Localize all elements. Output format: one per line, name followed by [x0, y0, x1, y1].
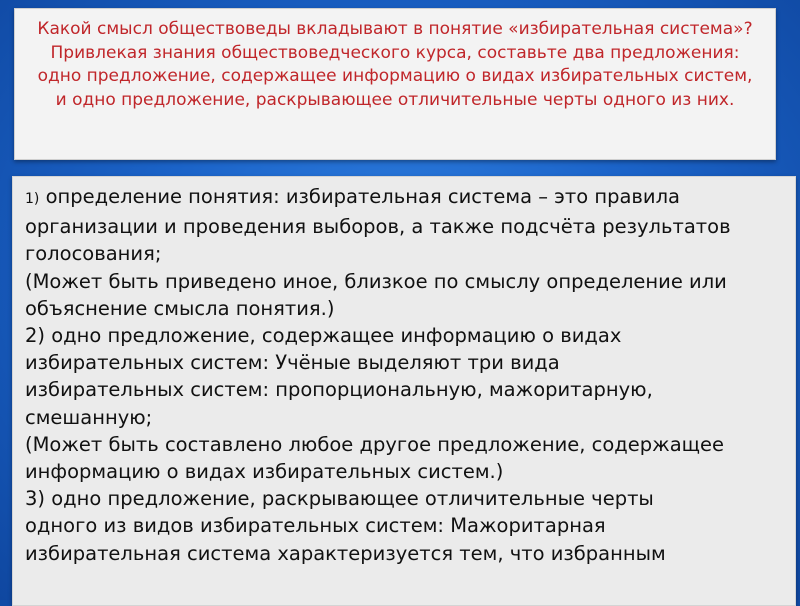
answer-line: 2) одно предложение, содержащее информацию о видах	[25, 324, 622, 348]
answer-line	[25, 183, 785, 213]
answer-line: избирательная система характеризуется тем, что избранным	[25, 541, 666, 565]
item-number: 1)	[25, 191, 40, 207]
question-text: Какой смысл обществоведы вкладывают в понятие «избирательная система»? Привлекая знания обществоведческого курса, составьте два предложения: одно предложение, содержащее информацию о видах избирательных систем, и одно предложение, раскрывающее отличительные черты одного из них.	[37, 19, 753, 110]
answer-line: 3) одно предложение, раскрывающее отличительные черты	[25, 487, 654, 511]
answer-line: организации и проведения выборов, а также подсчёта результатов	[25, 215, 731, 239]
answer-line: избирательных систем: пропорциональную, мажоритарную,	[25, 378, 653, 402]
answer-line: (Может быть приведено иное, близкое по смыслу определение или	[25, 269, 727, 293]
answer-box	[12, 176, 796, 606]
answer-line: избирательных систем: Учёные выделяют три вида	[25, 351, 560, 375]
answer-line-text: определение понятия: избирательная система – это правила	[39, 185, 681, 208]
answer-line: объяснение смысла понятия.)	[25, 296, 335, 320]
answer-line: смешанную;	[25, 405, 153, 429]
answer-line: одного из видов избирательных систем: Мажоритарная	[25, 514, 606, 538]
answer-line: информацию о видах избирательных систем.)	[25, 460, 504, 484]
question-box	[14, 8, 776, 160]
answer-line: голосования;	[25, 242, 162, 266]
answer-line: (Может быть составлено любое другое предложение, содержащее	[25, 432, 725, 456]
